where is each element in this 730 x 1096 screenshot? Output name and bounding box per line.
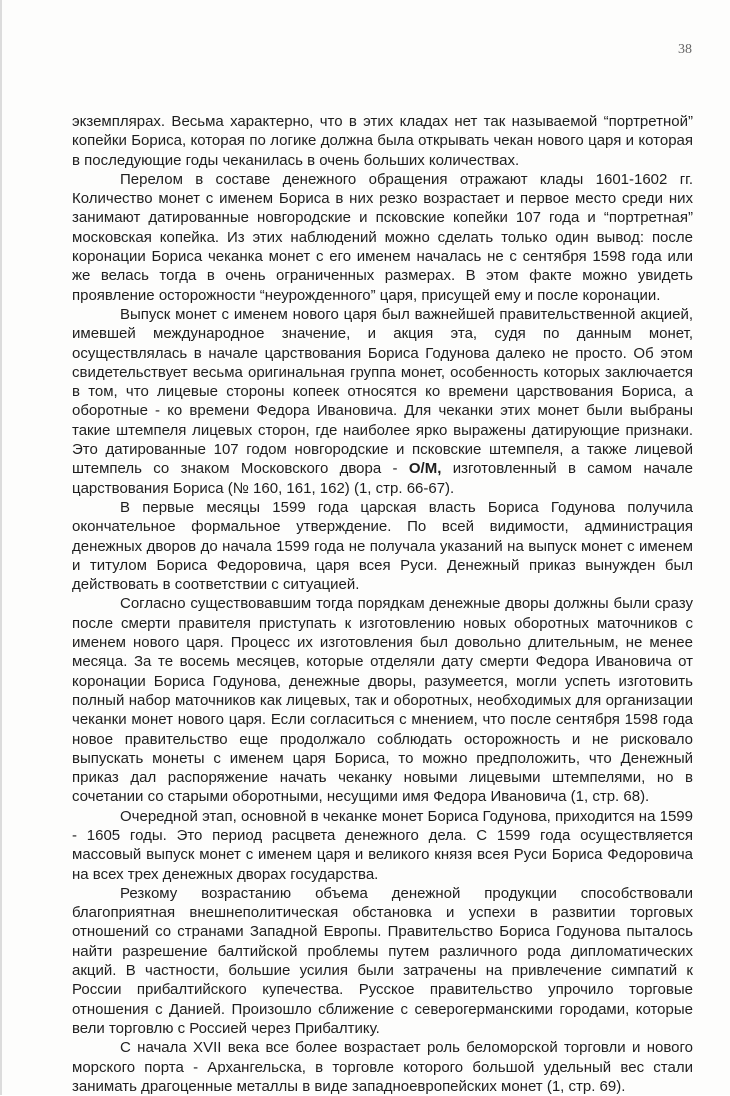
paragraph-mule-coins	[72, 305, 693, 498]
mint-mark-om: О/М,	[408, 460, 442, 478]
paragraph-1599-authority: В первые месяцы 1599 года царская власть Бориса Годунова получила окончательное формальное утверждение. По всей видимости, администрация денежных дворов до начала 1599 года не получала указаний на выпуск монет с именем и титулом Бориса Федоровича, царя всея Руси. Денежный приказ вынужден был действовать в соответствии с ситуацией.	[72, 498, 693, 594]
document-body	[72, 112, 693, 1096]
paragraph-main-stage: Очередной этап, основной в чеканке монет Бориса Годунова, приходится на 1599 - 1605 годы. Это период расцвета денежного дела. С 1599 года осуществляется массовый выпуск монет с именем царя и великого князя всея Руси Бориса Федоровича на всех трех денежных дворах государства.	[72, 807, 693, 883]
paragraph-continuation: экземплярах. Весьма характерно, что в этих кладах нет так называемой “портретной” копейки Бориса, которая по логике должна была открывать чекан нового царя и которая в последующие годы чеканилась в очень больших количествах.	[72, 113, 693, 169]
paragraph-mule-coins-text: Выпуск монет с именем нового царя был важнейшей правительственной акцией, имевшей международное значение, и акция эта, судя по данным монет, осуществлялась в начале царствования Бориса Годунова далеко не просто. Об этом свидетельствует весьма оригинальная группа монет, особенность которых заключается в том, что лицевые стороны копеек относятся ко времени царствования Бориса, а оборотные - ко времени Федора Ивановича. Для чеканки этих монет были выбраны такие штемпеля лицевых сторон, где наиболее ярко выражены датирующие признаки. Это датированные 107 годом новгородские и псковские штемпеля, а также лицевой штемпель со знаком Московского двора -	[72, 305, 693, 478]
page-number: 38	[678, 42, 692, 57]
paragraph-die-production: Согласно существовавшим тогда порядкам денежные дворы должны были сразу после смерти правителя приступать к изготовлению новых оборотных маточников с именем нового царя. Процесс их изготовления был довольно длительным, не менее месяца. За те восемь месяцев, которые отделяли дату смерти Федора Ивановича от коронации Бориса Годунова, денежные дворы, разумеется, могли успеть изготовить полный набор маточников как лицевых, так и оборотных, необходимых для организации чеканки монет нового царя. Если согласиться с мнением, что после сентября 1598 года новое правительство еще продолжало соблюдать осторожность и не рисковало выпускать монеты с именем царя Бориса, то можно предположить, что Денежный приказ дал распоряжение начать чеканку новыми лицевыми штемпелями, но в сочетании со старыми оборотными, несущими имя Федора Ивановича (1, стр. 68).	[72, 595, 693, 806]
paragraph-hoards-1601-1602: Перелом в составе денежного обращения отражают клады 1601-1602 гг. Количество монет с именем Бориса в них резко возрастает и первое место среди них занимают датированные новгородские и псковские копейки 107 года и “портретная” московская копейка. Из этих наблюдений можно сделать только один вывод: после коронации Бориса чеканка монет с его именем началась не с сентября 1598 года или же велась тогда в очень ограниченных размерах. В этом факте можно увидеть проявление осторожности “неурожденного” царя, присущей ему и после коронации.	[72, 170, 693, 304]
paragraph-mule-coins-tail: изготовленный в самом начале царствования Бориса (№ 160, 161, 162) (1, стр. 66-67).	[72, 460, 693, 497]
paragraph-white-sea-trade: С начала XVII века все более возрастает роль беломорской торговли и нового морского порта - Архангельска, в торговле которого большой удельный вес стали занимать драгоценные металлы в виде западноевропейских монет (1, стр. 69).	[72, 1039, 693, 1095]
paragraph-foreign-policy: Резкому возрастанию объема денежной продукции способствовали благоприятная внешнеполитическая обстановка и успехи в развитии торговых отношений со странами Западной Европы. Правительство Бориса Годунова пыталось найти разрешение балтийской проблемы путем различного рода дипломатических акций. В частности, большие усилия были затрачены на привлечение симпатий к России прибалтийского купечества. Русское правительство упрочило торговые отношения с Данией. Произошло сближение с северогерманскими городами, которые вели торговлю с Россией через Прибалтику.	[72, 884, 693, 1037]
